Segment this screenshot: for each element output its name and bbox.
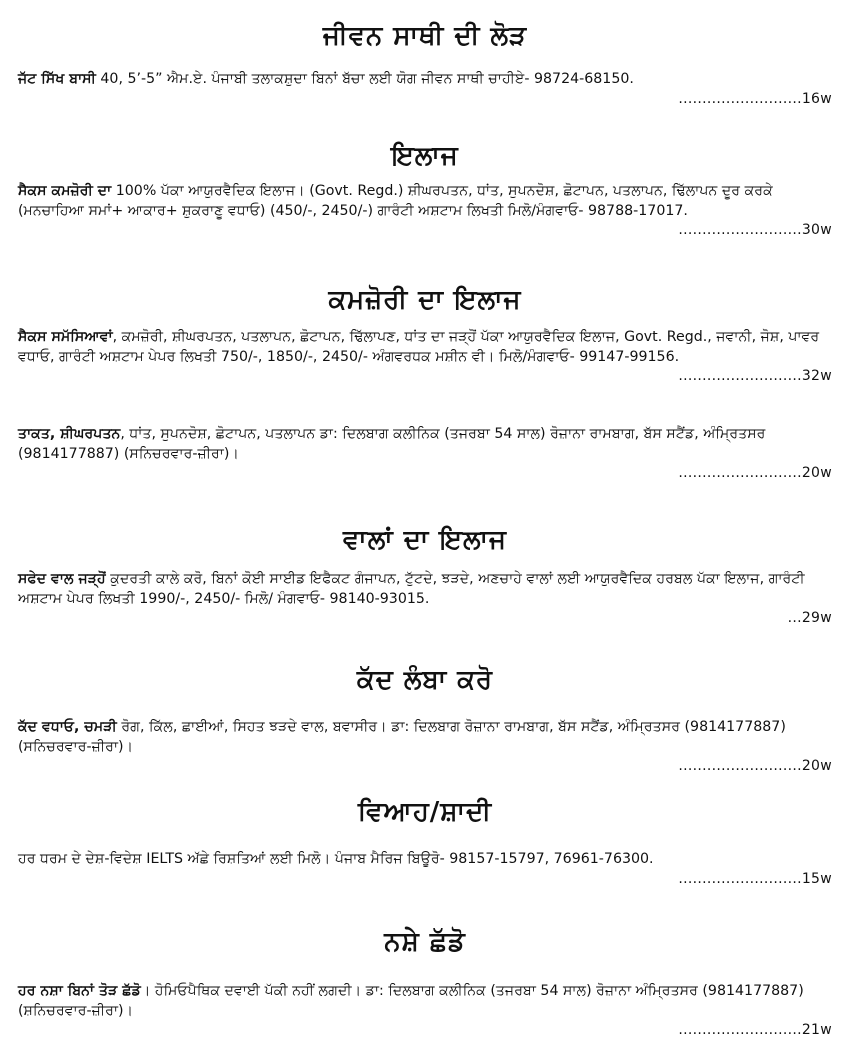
ad-lead: ਸਫੇਦ ਵਾਲ ਜੜ੍ਹੋਂ (18, 571, 106, 587)
section-heading-matrimonial: ਜੀਵਨ ਸਾਥੀ ਦੀ ਲੋੜ (322, 21, 528, 51)
ad-word-count: ..........................15w (678, 870, 832, 887)
ad-marriage-1 (18, 850, 832, 889)
section-heading-quit-addiction: ਨਸ਼ੇ ਛੱਡੋ (384, 927, 466, 957)
section-heading-height: ਕੱਦ ਲੰਬਾ ਕਰੋ (356, 665, 494, 695)
ad-word-count: ..........................30w (678, 222, 832, 238)
ad-word-count: ..........................20w (678, 465, 832, 481)
ad-lead: ਹਰ ਨਸ਼ਾ ਬਿਨਾਂ ਤੋੜ ਛੱਡੋ (18, 983, 141, 999)
ad-addiction-1 (18, 982, 832, 1041)
ad-weakness-2 (18, 425, 832, 484)
ad-body: ਹਰ ਧਰਮ ਦੇ ਦੇਸ਼-ਵਿਦੇਸ਼ IELTS ਅੱਛੇ ਰਿਸ਼ਤਿਆਂ ਲਈ ਮਿਲੋ। ਪੰਜਾਬ ਮੈਰਿਜ ਬਿਊਰੋ- 98157-15797, 76961-76300. (18, 851, 654, 867)
ad-matrimonial-1 (18, 70, 832, 109)
ad-word-count: ...29w (787, 610, 832, 626)
ad-body: , ਕਮਜ਼ੋਰੀ, ਸ਼ੀਘਰਪਤਨ, ਪਤਲਾਪਨ, ਛੋਟਾਪਨ, ਢਿੱਲਾਪਣ, ਧਾਂਤ ਦਾ ਜੜ੍ਹੋਂ ਪੱਕਾ ਆਯੁਰਵੈਦਿਕ ਇਲਾਜ, Govt. Regd., ਜਵਾਨੀ, ਜੋਸ਼, ਪਾਵਰ ਵਧਾਓ, ਗਾਰੰਟੀ ਅਸ਼ਟਾਮ ਪੇਪਰ ਲਿਖਤੀ 750/-, 1850/-, 2450/- ਅੰਗਵਰਧਕ ਮਸ਼ੀਨ ਵੀ। ਮਿਲੋ/ਮੰਗਵਾਓ- 99147-99156. (18, 329, 820, 365)
section-heading-treatment: ਇਲਾਜ (391, 141, 459, 171)
ad-word-count: ..........................32w (678, 368, 832, 384)
ad-weakness-1 (18, 328, 832, 387)
ad-lead: ਤਾਕਤ, ਸ਼ੀਘਰਪਤਨ (18, 426, 121, 442)
ad-body: 40, 5’-5” ਐਮ.ਏ. ਪੰਜਾਬੀ ਤਲਾਕਸ਼ੁਦਾ ਬਿਨਾਂ ਬੱਚਾ ਲਈ ਯੋਗ ਜੀਵਨ ਸਾਥੀ ਚਾਹੀਏ- 98724-68150. (95, 71, 634, 87)
ad-lead: ਜੱਟ ਸਿੱਖ ਬਾਸੀ (18, 71, 96, 87)
ad-word-count: ..........................21w (678, 1022, 832, 1038)
ad-body: । ਹੋਮਿਓਪੈਥਿਕ ਦਵਾਈ ਪੱਕੀ ਨਹੀਂ ਲਗਦੀ। ਡਾ: ਦਿਲਬਾਗ ਕਲੀਨਿਕ (ਤਜਰਬਾ 54 ਸਾਲ) ਰੋਜ਼ਾਨਾ ਅੰਮ੍ਰਿਤਸਰ (9814177887) (ਸ਼ਨਿਚਰਵਾਰ-ਜ਼ੀਰਾ)। (18, 983, 804, 1019)
section-heading-marriage: ਵਿਆਹ/ਸ਼ਾਦੀ (357, 797, 493, 827)
ad-treatment-1 (18, 182, 832, 241)
ad-lead: ਸੈਕਸ ਸਮੱਸਿਆਵਾਂ (18, 329, 113, 345)
ad-height-1 (18, 718, 832, 777)
ad-body: 100% ਪੱਕਾ ਆਯੁਰਵੈਦਿਕ ਇਲਾਜ। (Govt. Regd.) ਸ਼ੀਘਰਪਤਨ, ਧਾਂਤ, ਸੁਪਨਦੋਸ਼, ਛੋਟਾਪਨ, ਪਤਲਾਪਨ, ਢਿੱਲਾਪਨ ਦੂਰ ਕਰਕੇ (ਮਨਚਾਹਿਆ ਸਮਾਂ+ ਆਕਾਰ+ ਸ਼ੁਕਰਾਣੂ ਵਧਾਓ) (450/-, 2450/-) ਗਾਰੰਟੀ ਅਸ਼ਟਾਮ ਲਿਖਤੀ ਮਿਲੋ/ਮੰਗਵਾਓ- 98788-17017. (18, 183, 773, 219)
ad-body: ਰੋਗ, ਕਿੱਲ, ਛਾਈਆਂ, ਸਿਹਤ ਝੜਦੇ ਵਾਲ, ਬਵਾਸੀਰ। ਡਾ: ਦਿਲਬਾਗ ਰੋਜ਼ਾਨਾ ਰਾਮਬਾਗ, ਬੱਸ ਸਟੈਂਡ, ਅੰਮ੍ਰਿਤਸਰ (9814177887) (ਸਨਿਚਰਵਾਰ-ਜ਼ੀਰਾ)। (18, 719, 786, 755)
ad-lead: ਸੈਕਸ ਕਮਜ਼ੋਰੀ ਦਾ (18, 183, 112, 199)
ad-hair-1 (18, 570, 832, 629)
ad-word-count: ..........................20w (678, 758, 832, 774)
ad-lead: ਕੱਦ ਵਧਾਓ, ਚਮੜੀ (18, 719, 117, 735)
section-heading-weakness-treatment: ਕਮਜ਼ੋਰੀ ਦਾ ਇਲਾਜ (328, 285, 522, 315)
section-heading-hair-treatment: ਵਾਲਾਂ ਦਾ ਇਲਾਜ (343, 525, 507, 555)
ad-body: , ਧਾਂਤ, ਸੁਪਨਦੋਸ਼, ਛੋਟਾਪਨ, ਪਤਲਾਪਨ ਡਾ: ਦਿਲਬਾਗ ਕਲੀਨਿਕ (ਤਜਰਬਾ 54 ਸਾਲ) ਰੋਜ਼ਾਨਾ ਰਾਮਬਾਗ, ਬੱਸ ਸਟੈਂਡ, ਅੰਮ੍ਰਿਤਸਰ (9814177887) (ਸਨਿਚਰਵਾਰ-ਜ਼ੀਰਾ)। (18, 426, 766, 462)
ad-word-count: ..........................16w (678, 90, 832, 107)
ad-body: ਕੁਦਰਤੀ ਕਾਲੇ ਕਰੋ, ਬਿਨਾਂ ਕੋਈ ਸਾਈਡ ਇਫੈਕਟ ਗੰਜਾਪਨ, ਟੁੱਟਦੇ, ਝੜਦੇ, ਅਣਚਾਹੇ ਵਾਲਾਂ ਲਈ ਆਯੁਰਵੈਦਿਕ ਹਰਬਲ ਪੱਕਾ ਇਲਾਜ, ਗਾਰੰਟੀ ਅਸ਼ਟਾਮ ਪੇਪਰ ਲਿਖਤੀ 1990/-, 2450/- ਮਿਲੋ/ ਮੰਗਵਾਓ- 98140-93015. (18, 571, 805, 607)
